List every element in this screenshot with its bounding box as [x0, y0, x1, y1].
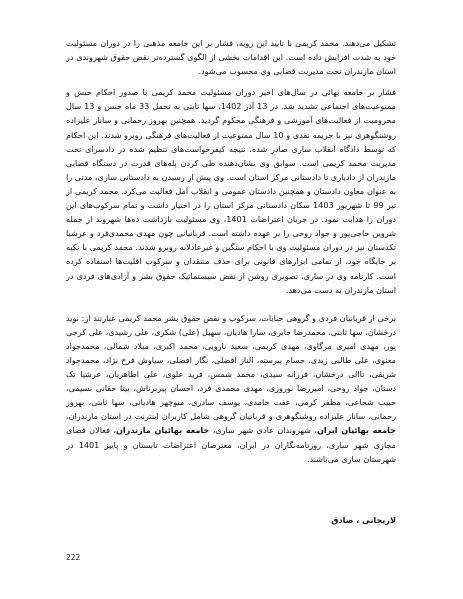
paragraph-3-bold-1: جامعه بهائیان ایران: [317, 425, 396, 436]
paragraph-3-bold-2: جامعه بهائیان مازندران: [116, 425, 210, 436]
signature-line: لاریجانی ، صادق: [331, 515, 396, 525]
paragraph-3-text: برخی از قربانیان فردی و گروهی جنایات، سرکوب و نقض حقوق بشر محمد کریمی عبارتند از: نوید درخشان، سها ثابتی، محمدرضا جابری، سارا هادیان، سهیل (علی) شکری، علی رشیدی، علی کرجی پور، مهدی امیری مرگاوی، مهدی کریمی، سعید نارویی، محمد اکبری، میلاد شمالی، محمدجواد معنوی، علی طالبی زیدی، حسام پیرسته، الناز افضلی، نگار افضلی، سیاوش فرخ نژاد، محمدجواد شریفی، ناالی درخشان، فرزانه سیدی، محمد شمس، فرید علوی، علی اطاهریان، عرشیا تک دستان، جواد روحی، امیررضا نوروزی، مهدی محمدی فرد، احسان پیربرناش، بیتا حقانی نسیمی، حبیب شجاعی، مظفر کرمی، عفت حامدی، یوسف سادری، منوچهر هادیانی، سها ثابتی، بهروز رحمانی، ساناز علیزاده روشنگوهری و قربانیان گروهی شامل کاربران اینترنت در استان مازندران،: [66, 312, 396, 422]
paragraph-2: فشار بر جامعه بهائی در سال‌های اخیر دوران مسئولیت محمد کریمی با صدور احکام حبس و ممنوعیت‌های اجتماعی تشدید شد. در 13 آذر 1402، سها ثابتی به تحمل 33 ماه حبس و 13 سال محرومیت از فعالیت‌های آموزشی و فرهنگی محکوم گردید. همچنین بهروز رحمانی و ساناز علیزاده روشنگوهری نیز با جریمه نقدی و 10 سال ممنوعیت از فعالیت‌های فرهنگی روبرو شدند. این احکام که توسط دادگاه انقلاب ساری صادر شده، نتیجه کیفرخواست‌های تنظیم شده در دادسرای تحت مدیریت محمد کریمی است. سوابق وی نشان‌دهنده طی کردن پله‌های قدرت در دستگاه قضایی مازندران از دادیاری تا دادستانی مرکز استان است. وی پیش از رسیدن به دادستانی ساری، مدتی را به عنوان معاون دادستان و همچنین دادستان عمومی و انقلاب آمل فعالیت می‌کرد. محمد کریمی از تیر 99 تا شهریور 1403 سکان دادستانی مرکز استان را در اختیار داشت و تمام سرکوب‌های این دوران را هدایت نمود. در جریان اعتراضات 1401، وی مسئولیت بازداشت ده‌ها شهروند از جمله شروین حاجی‌پور و جواد روحی را بر عهده داشته است. قربانیانی چون مهدی محمدی‌فرد و عرشیا تکدستان نیز در دوران مسئولیت وی با احکام سنگین و غیرعادلانه روبرو شدند. محمد کریمی با تکیه بر جایگاه خود، از تمامی ابزارهای قانونی برای حذف منتقدان و سرکوب اقلیت‌ها استفاده کرده است. کارنامه وی در ساری، تصویری روشن از نقض سیستماتیک حقوق بشر و آزادی‌های فردی در استان مازندران به دست می‌دهد.: [66, 87, 397, 295]
paragraph-3: [66, 311, 396, 466]
page-number: 222: [66, 553, 81, 562]
main-content: [66, 36, 396, 466]
paragraph-3-text-2: ، شهروندان عادی شهر ساری،: [212, 425, 317, 436]
paragraph-3-text-3: ، فعالان فضای مجازی شهر ساری، روزنامه‌نگاران در ایران، معترضان اعتراضات تابستان و پاییز 1401 در شهرستان ساری می‌باشند.: [66, 425, 396, 464]
paragraph-1: تشکیل می‌دهند. محمد کریمی با تایید این رویه، فشار بر این جامعه مذهبی را در دوران مسئولیت خود به شدت افزایش داده است. این اقدامات بخشی از الگوی گسترده‌تر نقض حقوق شهروندی در استان مازندران تحت مدیریت قضایی وی محسوب می‌شود.: [66, 38, 396, 77]
